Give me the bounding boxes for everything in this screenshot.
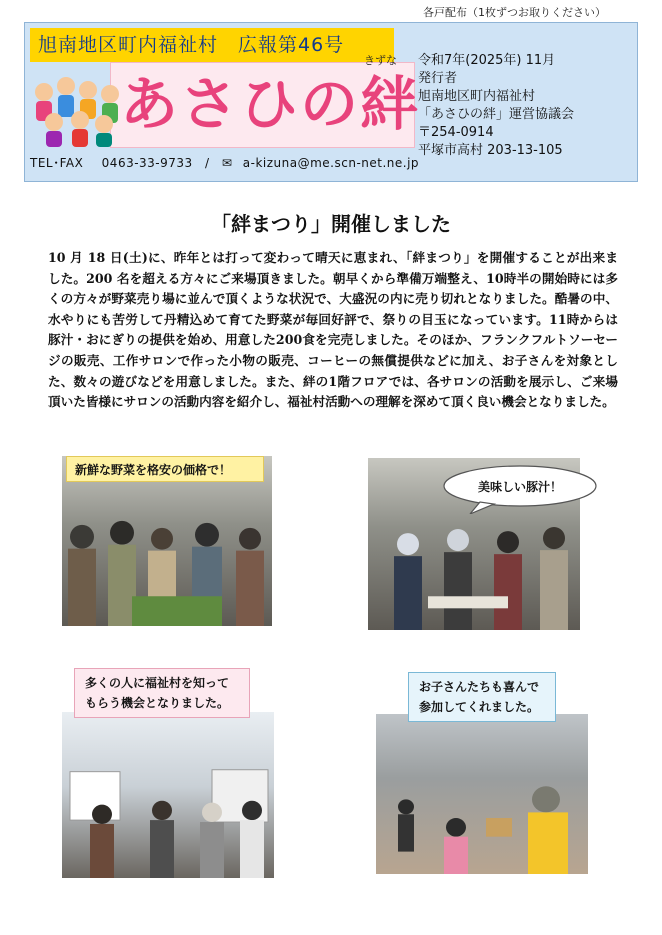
title-ruby: きずな <box>364 54 397 67</box>
publisher-block <box>418 52 574 160</box>
photo-caption-vegetables: 新鮮な野菜を格安の価格で！ <box>66 456 264 482</box>
article-headline: 「絆まつり」開催しました <box>211 212 451 236</box>
publisher-address: 平塚市高村 203-13-105 <box>418 143 563 158</box>
photo-caption-exhibition: 多くの人に福祉村を知ってもらう機会となりました。 <box>74 668 250 718</box>
email-address: a-kizuna@me.scn-net.ne.jp <box>242 156 420 170</box>
article-body: 10 月 18 日(土)に、昨年とは打って変わって晴天に恵まれ、「絆まつり」を開催することが出来ました。200 名を超える方々にご来場頂きました。朝早くから準備万端整え、10時半の開始時には多くの方々が野菜売り場に並んで頂くような状況で、大盛況の内に売り切れとなりました。酷暑の中、水やりにも苦労して丹精込めて育てた野菜が毎回好評で、祭りの目玉になっています。11時からは豚汁・おにぎりの提供を始め、用意した200食を完売しました。そのほか、フランクフルトソーセージの販売、工作サロンで作った小物の販売、コーヒーの無償提供などに加え、お子さんを対象とした、数々の遊びなどを用意しました。また、絆の1階フロアでは、各サロンの活動を展示し、ご来場頂いた皆様にサロンの活動内容を紹介し、福祉村活動への理解を深めて頂く良い機会となりました。 <box>48 250 618 410</box>
contact-separator: / <box>205 156 210 170</box>
envelope-icon: ✉ <box>221 156 233 170</box>
contact-line <box>30 154 419 171</box>
publish-date: 令和7年(2025年) 11月 <box>418 53 556 68</box>
newsletter-title: あさひの絆 <box>120 70 421 138</box>
distribution-note-bar <box>0 0 662 22</box>
photo-caption-pork-soup: 美味しい豚汁！ <box>477 480 562 494</box>
photo-caption-kids: お子さんたちも喜んで参加してくれました。 <box>408 672 556 722</box>
issue-banner: 旭南地区町内福祉村 広報第46号 <box>30 28 394 62</box>
distribution-note: 各戸配布（1枚ずつお取りください） <box>423 6 606 19</box>
tel-fax-number: 0463-33-9733 <box>101 156 193 170</box>
children-illustration <box>26 70 126 148</box>
publisher-org: 旭南地区町内福祉村 <box>418 89 536 104</box>
tel-fax-label: TEL･FAX <box>30 156 84 170</box>
postal-code: 〒254-0914 <box>418 125 494 140</box>
publisher-label: 発行者 <box>418 71 458 86</box>
photo-kids-games <box>376 714 588 874</box>
photo-exhibition <box>62 712 274 878</box>
publisher-council: 「あさひの絆」運営協議会 <box>418 107 575 122</box>
